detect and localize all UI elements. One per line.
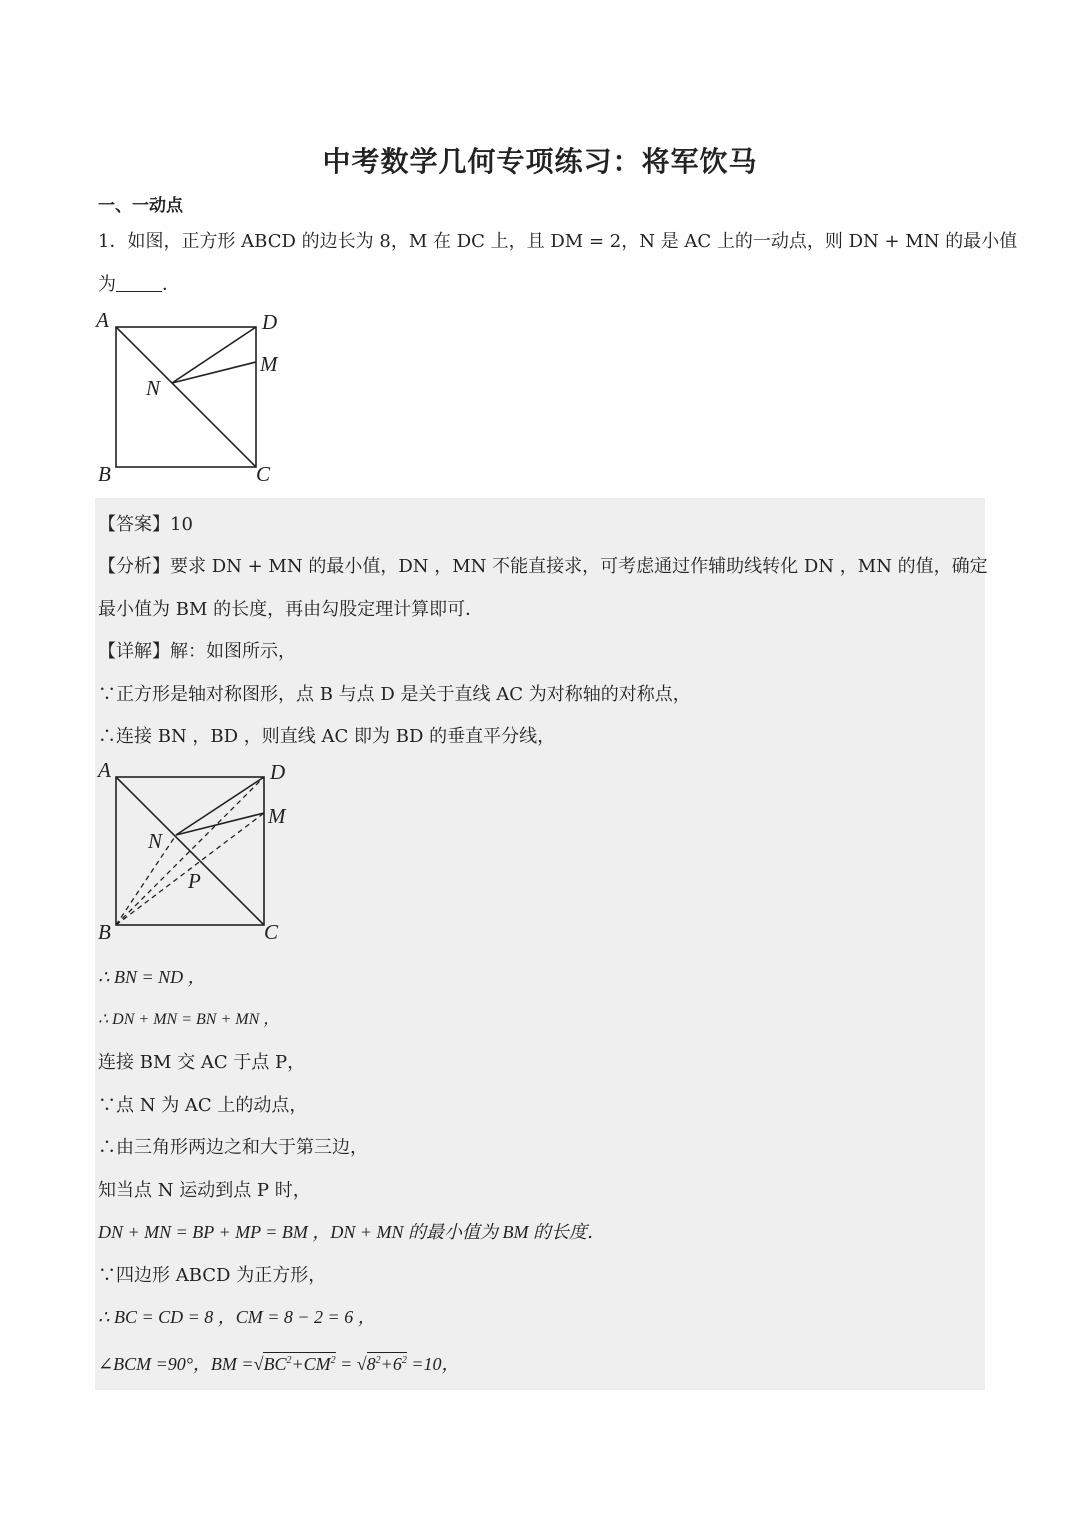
label-m-2: M [268, 804, 286, 828]
label-p: P [188, 869, 201, 893]
label-b-2: B [98, 920, 111, 944]
answer-line: 【答案】10 [98, 514, 193, 535]
sqrt-symbol: √ [253, 1354, 264, 1374]
answer-blank [116, 273, 162, 292]
sqrt-symbol-2: √ [356, 1354, 367, 1374]
label-c: C [256, 462, 271, 486]
step-line-4: ∵点 N 为 AC 上的动点， [98, 1095, 308, 1116]
sqrt-radicand-1: $BC^2+CM^2$ [263, 1354, 336, 1374]
dashed-segment-bn [116, 835, 176, 925]
step-line-2: ∴ DN + MN = BN + MN ， [98, 1011, 280, 1028]
segment-nd [172, 327, 256, 383]
step-line-3: 连接 BM 交 AC 于点 P， [98, 1052, 306, 1073]
step-line-10: ∠BCM =90°，BM $=√BC^2+CM^2 = √8^2+6^2 =10$， [98, 1354, 460, 1374]
label-c-2: C [264, 920, 279, 944]
sqrt-radicand-2: $8^2+6^2$ [366, 1354, 407, 1374]
page-title: 中考数学几何专项练习：将军饮马 [322, 145, 758, 178]
segment-nm [172, 362, 256, 383]
segment-nd-2 [176, 777, 264, 835]
diagonal-ac [116, 327, 256, 467]
analysis-line-1: 【分析】要求 DN + MN 的最小值，DN ，MN 不能直接求，可考虑通过作辅助线转化 DN ，MN 的值，确定 [98, 556, 988, 577]
step-line-6: 知当点 N 运动到点 P 时， [98, 1180, 311, 1201]
step-10-prefix: ∠BCM =90°，BM = [98, 1354, 254, 1374]
label-b: B [98, 462, 111, 486]
problem-text-prefix: 为 [98, 274, 116, 295]
label-n: N [146, 376, 161, 400]
step-line-1: ∴ BN = ND ， [98, 967, 206, 987]
segment-nm-2 [176, 813, 264, 835]
figure-2-square-diagram [90, 753, 310, 948]
label-d: D [262, 310, 278, 334]
detail-line-2: ∵正方形是轴对称图形，点 B 与点 D 是关于直线 AC 为对称轴的对称点， [98, 684, 691, 705]
step-line-5: ∴由三角形两边之和大于第三边， [98, 1137, 368, 1158]
label-m: M [260, 352, 278, 376]
label-a: A [96, 308, 109, 332]
detail-line-3: ∴连接 BN ，BD ，则直线 AC 即为 BD 的垂直平分线， [98, 726, 556, 747]
label-a-2: A [98, 758, 111, 782]
step-line-7: DN + MN = BP + MP = BM ，DN + MN 的最小值为 BM 的长度． [98, 1222, 606, 1242]
label-n-2: N [148, 829, 163, 853]
problem-text-line-2 [98, 270, 180, 296]
step-line-9: ∴ BC = CD = 8 ，CM = 8 − 2 = 6 ， [98, 1307, 376, 1327]
analysis-line-2: 最小值为 BM 的长度，再由勾股定理计算即可． [98, 599, 484, 620]
detail-line-1: 【详解】解：如图所示， [98, 641, 296, 662]
problem-text-line-1: 1．如图，正方形 ABCD 的边长为 8，M 在 DC 上，且 DM = 2，N 是 AC 上的一动点，则 DN + MN 的最小值 [98, 231, 1018, 252]
section-heading: 一、一动点 [98, 196, 183, 216]
label-d-2: D [270, 760, 286, 784]
figure-1-square-diagram [90, 305, 310, 495]
problem-text-suffix: ． [162, 274, 180, 295]
step-line-8: ∵四边形 ABCD 为正方形， [98, 1265, 327, 1286]
